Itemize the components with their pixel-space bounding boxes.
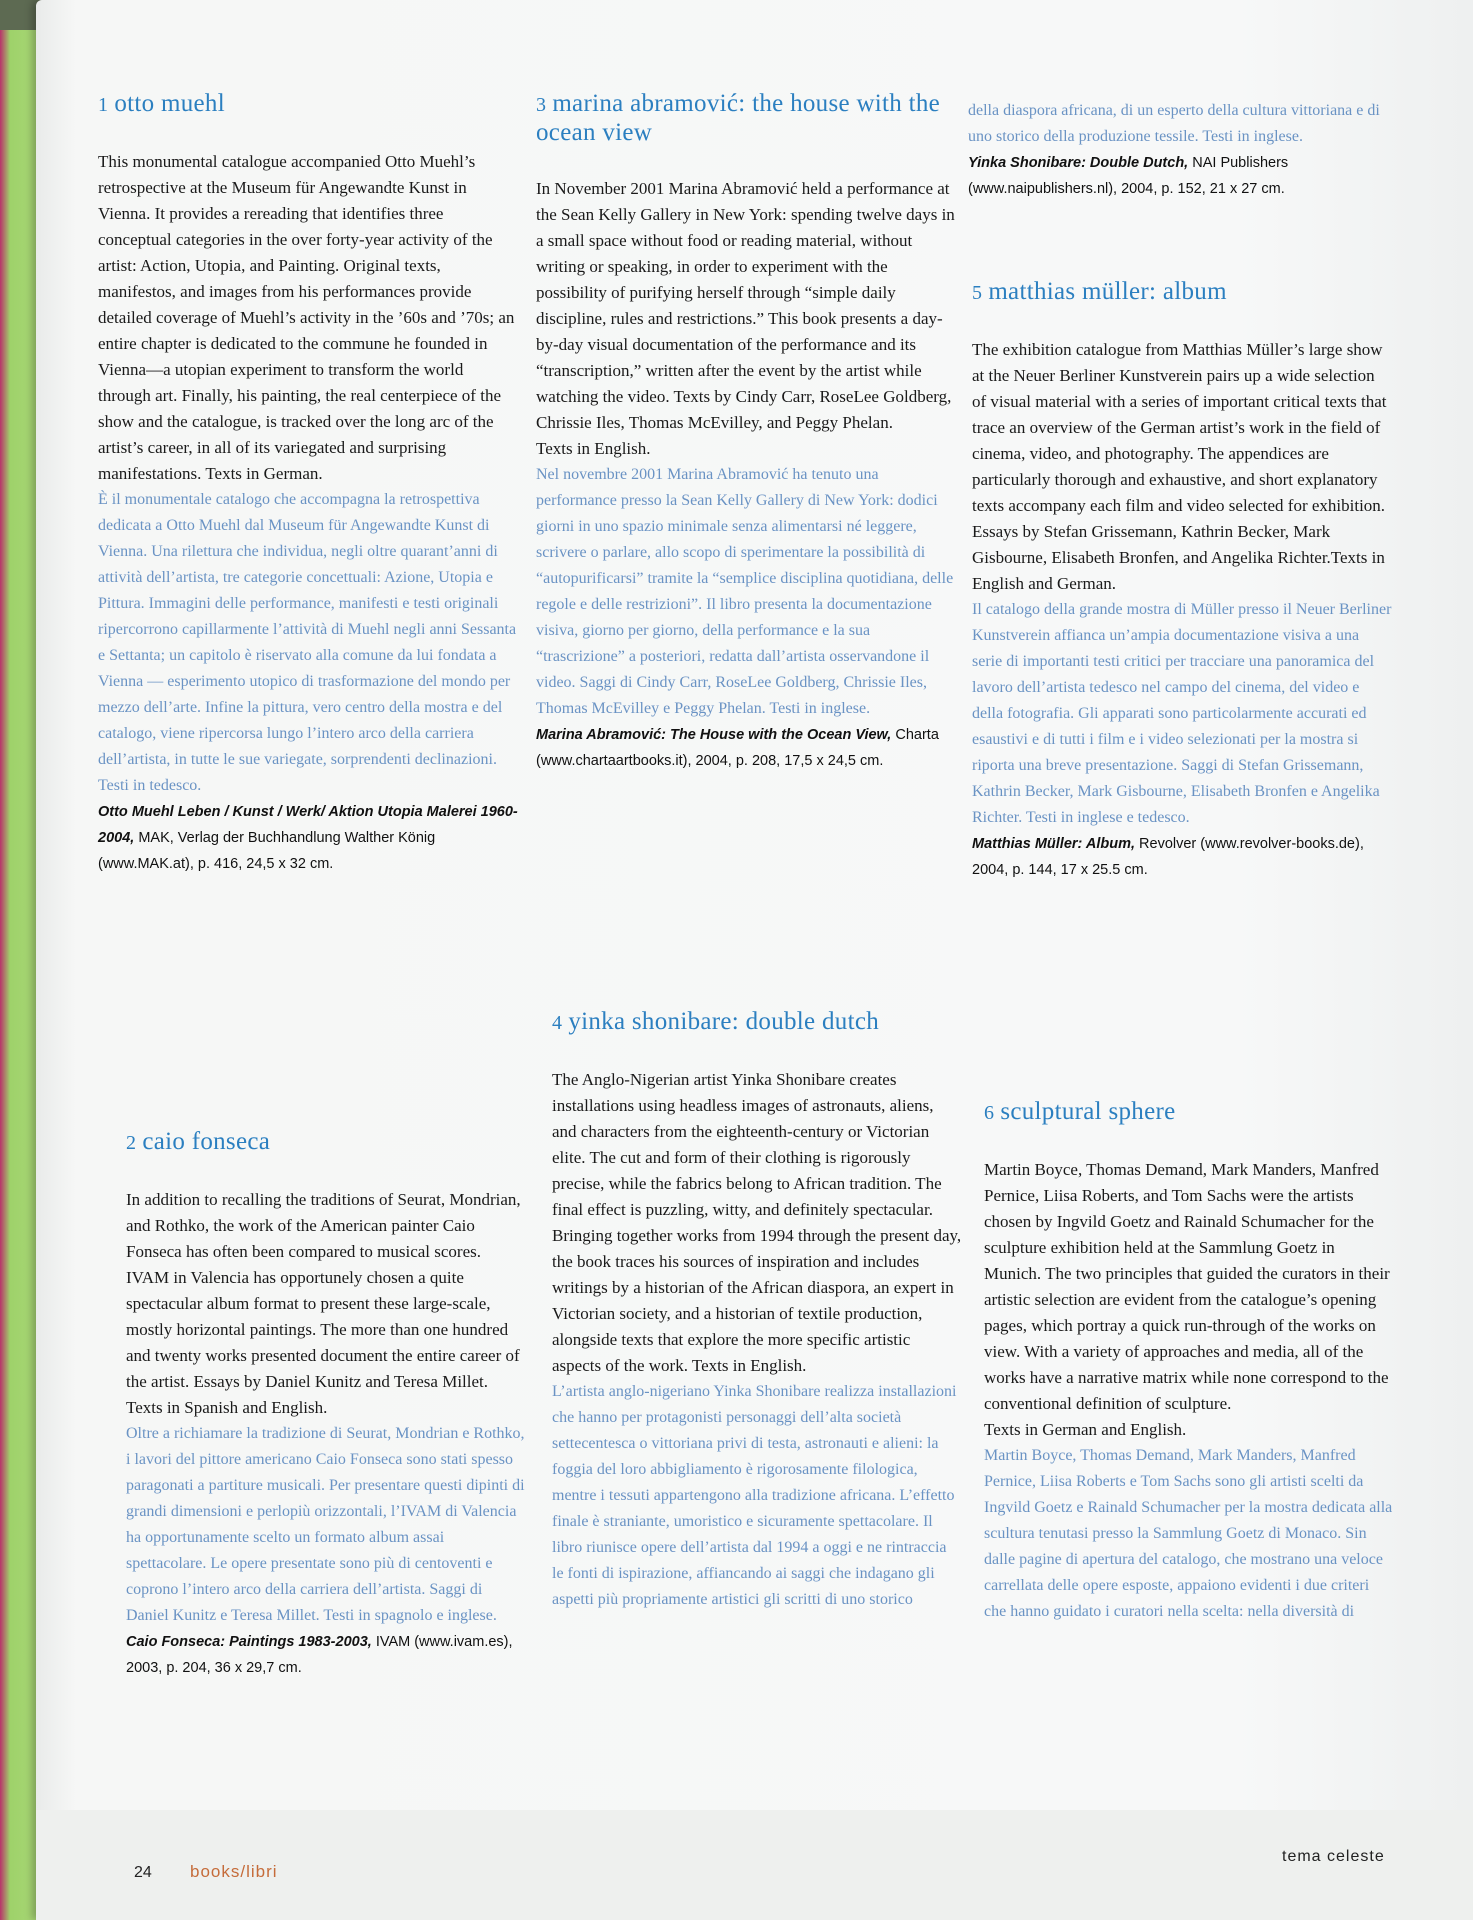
article-number: 3 xyxy=(536,94,547,116)
article-heading xyxy=(98,90,518,119)
article-title: matthias müller: album xyxy=(988,278,1227,305)
italian-text: Nel novembre 2001 Marina Abramović ha tenuto una performance presso la Sean Kelly Gallery di New York: dodici giorni in uno spazio minimale senza alimentarsi né leggere, scrivere o parlare, allo scopo di sperimentare la possibilità di “autopurificarsi” tramite la “semplice disciplina quotidiana, delle regole e delle restrizioni”. Il libro presenta la documentazione visiva, giorno per giorno, della performance e la sua “trascrizione” a posteriori, redatta dall’artista osservandone il video. Saggi di Cindy Carr, RoseLee Goldberg, Chrissie Iles, Thomas McEvilley e Peggy Phelan. Testi in inglese. xyxy=(536,466,954,717)
article-heading xyxy=(126,1128,526,1157)
book-reference xyxy=(536,722,956,774)
italian-text-continued: della diaspora africana, di un esperto della cultura vittoriana e di uno storico della produzione tessile. Testi in inglese. xyxy=(968,102,1380,145)
article-number: 1 xyxy=(98,94,109,116)
article-number: 6 xyxy=(984,1102,995,1124)
english-text: The Anglo-Nigerian artist Yinka Shonibare creates installations using headless images of astronauts, aliens, and characters from the eighteenth-century or Victorian elite. The cut and form of their clothing is rigorously precise, while the fabrics belong to African tradition. The final effect is puzzling, witty, and definitely spectacular. Bringing together works from 1994 through the present day, the book traces his sources of inspiration and includes writings by a historian of the African diaspora, an expert in Victorian society, and a historian of textile production, alongside texts that explore the more specific artistic aspects of the work. Texts in English. xyxy=(552,1070,962,1375)
article-yinka-shonibare-continued xyxy=(968,98,1388,202)
book-details: NAI Publishers (www.naipublishers.nl), 2004, p. 152, 21 x 27 cm. xyxy=(968,155,1289,197)
book-title: Caio Fonseca: Paintings 1983-2003, xyxy=(126,1634,372,1650)
book-reference xyxy=(968,150,1388,202)
italian-text-last: Testi in tedesco. xyxy=(98,777,202,794)
article-title: yinka shonibare: double dutch xyxy=(568,1008,880,1035)
english-text-last: Texts in English. xyxy=(536,439,651,458)
article-number: 5 xyxy=(972,282,983,304)
article-otto-muehl xyxy=(98,90,518,877)
page-number: 24 xyxy=(134,1864,152,1881)
article-heading xyxy=(984,1098,1394,1127)
italian-text: L’artista anglo-nigeriano Yinka Shonibare realizza installazioni che hanno per protagonisti personaggi dell’alta società settecentesca o vittoriana privi di testa, astronauti e alieni: la foggia del loro abbigliamento è rigorosamente filologica, mentre i tessuti appartengono alla tradizione africana. L’effetto finale è straniante, umoristico e sicuramente spettacolare. Il libro riunisce opere dell’artista dal 1994 a oggi e ne rintraccia le fonti di ispirazione, affiancando ai saggi che indagano gli aspetti più propriamente artistici gli scritti di uno storico xyxy=(552,1383,957,1608)
article-heading xyxy=(972,278,1392,307)
book-title: Matthias Müller: Album, xyxy=(972,836,1135,852)
magazine-name: tema celeste xyxy=(1282,1848,1385,1865)
english-text: The exhibition catalogue from Matthias Müller’s large show at the Neuer Berliner Kunstverein pairs up a wide selection of visual material with a series of important critical texts that trace an overview of the German artist’s work in the field of cinema, video, and photography. The appendices are particularly thorough and exhaustive, and short explanatory texts accompany each film and video selected for exhibition. Essays by Stefan Grissemann, Kathrin Becker, Mark Gisbourne, Elisabeth Bronfen, and Angelika Richter.Texts in English and German. xyxy=(972,340,1387,593)
book-title: Marina Abramović: The House with the Ocean View, xyxy=(536,727,892,743)
article-number: 2 xyxy=(126,1132,137,1154)
article-marina-abramovic xyxy=(536,90,956,774)
section-label: books/libri xyxy=(190,1862,278,1881)
article-sculptural-sphere xyxy=(984,1098,1394,1625)
article-caio-fonseca xyxy=(126,1128,526,1681)
italian-text: Il catalogo della grande mostra di Müller presso il Neuer Berliner Kunstverein affianca un’ampia documentazione visiva a una serie di importanti testi critici per tracciare una panoramica del lavoro dell’artista tedesco nel campo del cinema, del video e della fotografia. Gli apparati sono particolarmente accurati ed esaustivi e di tutti i film e i video selezionati per la mostra si riporta una breve presentazione. Saggi di Stefan Grissemann, Kathrin Becker, Mark Gisbourne, Elisabeth Bronfen e Angelika Richter. Testi in inglese e tedesco. xyxy=(972,601,1392,826)
book-details: Revolver (www.revolver-books.de), 2004, p. 144, 17 x 25.5 cm. xyxy=(972,836,1364,878)
book-title: Yinka Shonibare: Double Dutch, xyxy=(968,155,1189,171)
book-details: Charta (www.chartaartbooks.it), 2004, p. 208, 17,5 x 24,5 cm. xyxy=(536,727,939,769)
book-reference xyxy=(98,799,518,877)
italian-text: Martin Boyce, Thomas Demand, Mark Manders, Manfred Pernice, Liisa Roberts e Tom Sachs sono gli artisti scelti da Ingvild Goetz e Rainald Schumacher per la mostra dedicata alla scultura tenutasi presso la Sammlung Goetz di Monaco. Sin dalle pagine di apertura del catalogo, che mostrano una veloce carrellata delle opere esposte, appaiono evidenti i due criteri che hanno guidato i curatori nella scelta: nella diversità di xyxy=(984,1447,1393,1620)
book-details: MAK, Verlag der Buchhandlung Walther König (www.MAK.at), p. 416, 24,5 x 32 cm. xyxy=(98,830,436,872)
article-yinka-shonibare xyxy=(552,1008,962,1613)
english-text: This monumental catalogue accompanied Otto Muehl’s retrospective at the Museum für Angewandte Kunst in Vienna. It provides a rereading that identifies three conceptual categories in the over forty-year activity of the artist: Action, Utopia, and Painting. Original texts, manifestos, and images from his performances provide detailed coverage of Muehl’s activity in the ’60s and ’70s; an entire chapter is dedicated to the commune he founded in Vienna—a utopian experiment to transform the world through art. Finally, his painting, the real centerpiece of the show and the catalogue, is tracked over the long arc of the artist’s career, in all of its variegated and surprising manifestations. Texts in German. xyxy=(98,152,515,483)
article-heading xyxy=(552,1008,962,1037)
article-title: marina abramović: the house with the ocean view xyxy=(536,90,941,146)
book-title: Otto Muehl Leben / Kunst / Werk/ Aktion Utopia Malerei 1960-2004, xyxy=(98,804,518,846)
book-details: IVAM (www.ivam.es), 2003, p. 204, 36 x 29,7 cm. xyxy=(126,1634,513,1676)
article-number: 4 xyxy=(552,1012,563,1034)
english-text: Martin Boyce, Thomas Demand, Mark Manders, Manfred Pernice, Liisa Roberts, and Tom Sachs were the artists chosen by Ingvild Goetz and Rainald Schumacher for the sculpture exhibition held at the Sammlung Goetz in Munich. The two principles that guided the curators in their artistic selection are evident from the catalogue’s opening pages, which portray a quick run-through of the works on view. With a variety of approaches and media, all of the works have a narrative matrix while none correspond to the conventional definition of sculpture. xyxy=(984,1160,1390,1413)
italian-text: È il monumentale catalogo che accompagna la retrospettiva dedicata a Otto Muehl dal Museum für Angewandte Kunst di Vienna. Una rilettura che individua, negli oltre quarant’anni di attività dell’artista, tre categorie concettuali: Azione, Utopia e Pittura. Immagini delle performance, manifesti e testi originali ripercorrono capillarmente l’attività di Muehl negli anni Sessanta e Settanta; un capitolo è riservato alla comune da lui fondata a Vienna — esperimento utopico di trasformazione del mondo per mezzo dell’arte. Infine la pittura, vero centro della mostra e del catalogo, viene ripercorsa lungo l’intero arco della carriera dell’artista, in tutte le sue variegate, sorprendenti declinazioni. xyxy=(98,491,517,768)
english-text: In addition to recalling the traditions of Seurat, Mondrian, and Rothko, the work of the American painter Caio Fonseca has often been compared to musical scores. IVAM in Valencia has opportunely chosen a quite spectacular album format to present these large-scale, mostly horizontal paintings. The more than one hundred and twenty works presented document the entire career of the artist. Essays by Daniel Kunitz and Teresa Millet. Texts in Spanish and English. xyxy=(126,1190,521,1417)
italian-text: Oltre a richiamare la tradizione di Seurat, Mondrian e Rothko, i lavori del pittore americano Caio Fonseca sono stati spesso paragonati a partiture musicali. Per presentare questi dipinti di grandi dimensioni e perlopiù orizzontali, l’IVAM di Valencia ha opportunamente scelto un formato album assai spettacolare. Le opere presentate sono più di centoventi e coprono l’intero arco della carriera dell’artista. Saggi di Daniel Kunitz e Teresa Millet. Testi in spagnolo e inglese. xyxy=(126,1425,525,1624)
article-title: otto muehl xyxy=(114,90,225,117)
english-text-last: Texts in German and English. xyxy=(984,1420,1187,1439)
article-title: caio fonseca xyxy=(142,1128,271,1155)
article-heading xyxy=(536,90,956,146)
article-matthias-muller xyxy=(972,278,1392,883)
book-reference xyxy=(126,1629,526,1681)
article-title: sculptural sphere xyxy=(1000,1098,1176,1125)
book-reference xyxy=(972,831,1392,883)
english-text: In November 2001 Marina Abramović held a performance at the Sean Kelly Gallery in New York: spending twelve days in a small space without food or reading material, without writing or speaking, in order to experiment with the possibility of purifying herself through “simple daily discipline, rules and restrictions.” This book presents a day-by-day visual documentation of the performance and its “transcription,” written after the event by the artist while watching the video. Texts by Cindy Carr, RoseLee Goldberg, Chrissie Iles, Thomas McEvilley, and Peggy Phelan. xyxy=(536,179,955,432)
